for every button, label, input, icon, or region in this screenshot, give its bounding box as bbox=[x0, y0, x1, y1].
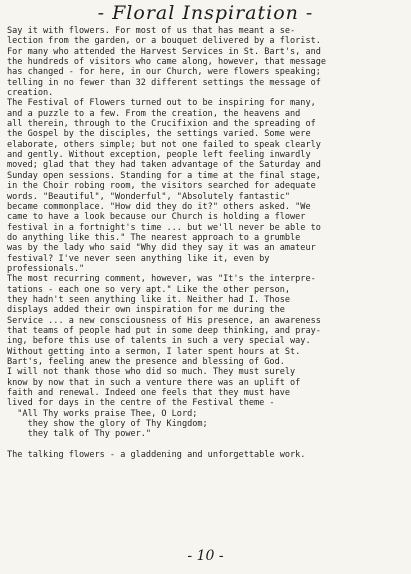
text-line: came to have a look because our Church is holding a flower bbox=[7, 212, 306, 223]
page-title: - Floral Inspiration - bbox=[97, 2, 314, 24]
text-line: all therein, through to the Crucifixion and the spreading of bbox=[7, 119, 316, 130]
text-line: they hadn't seen anything like it. Neither had I. Those bbox=[7, 294, 291, 305]
text-line: Sunday open sessions. Standing for a time at the final stage, bbox=[7, 170, 321, 181]
text-line: The talking flowers - a gladdening and unforgettable work. bbox=[7, 450, 306, 461]
text-line: I will not thank those who did so much. They must surely bbox=[7, 367, 296, 378]
text-line: "All Thy works praise Thee, O Lord; bbox=[7, 408, 198, 419]
text-line: do anything like this." The nearest approach to a grumble bbox=[7, 232, 301, 243]
text-line: moved; glad that they had taken advantage of the Saturday and bbox=[7, 160, 321, 171]
text-line: creation. bbox=[7, 88, 54, 99]
text-line: has changed - for here, in our Church, were flowers speaking; bbox=[7, 67, 321, 78]
text-line: The most recurring comment, however, was "It's the interpre- bbox=[7, 274, 316, 285]
text-line: became commonplace. "How did they do it?" others asked. "We bbox=[7, 201, 311, 212]
text-line: elaborate, others simple; but not one failed to speak clearly bbox=[7, 139, 321, 150]
text-line bbox=[7, 440, 405, 450]
text-line: and a puzzle to a few. From the creation, the heavens and bbox=[7, 108, 301, 119]
text-line: Bart's, feeling anew the presence and blessing of God. bbox=[7, 357, 285, 367]
text-line: faith and renewal. Indeed one feels that they must have bbox=[7, 388, 291, 399]
page-number: - 10 - bbox=[187, 548, 224, 564]
text-line: displays added their own inspiration for me during the bbox=[7, 305, 285, 316]
text-line: For many who attended the Harvest Services in St. Bart's, and bbox=[7, 46, 321, 57]
text-line: lived for days in the centre of the Festival theme - bbox=[7, 398, 275, 409]
text-line: festival in a fortnight's time ... but we'll never be able to bbox=[7, 222, 321, 233]
text-line: Service ... a new consciousness of His presence, an awareness bbox=[7, 315, 321, 326]
text-line: in the Choir robing room, the visitors searched for adequate bbox=[7, 181, 316, 192]
text-line: tations - each one so very apt." Like the other person, bbox=[7, 284, 291, 295]
text-line: The Festival of Flowers turned out to be inspiring for many, bbox=[7, 98, 316, 109]
text-line: ing, before this use of talents in such a very special way. bbox=[7, 336, 311, 347]
text-line: that teams of people had put in some deep thinking, and pray- bbox=[7, 325, 321, 336]
article-body bbox=[7, 26, 405, 460]
text-line: and gently. Without exception, people left feeling inwardly bbox=[7, 150, 311, 161]
text-line: they talk of Thy power." bbox=[7, 429, 152, 440]
text-line: lection from the garden, or a bouquet delivered by a florist. bbox=[7, 36, 321, 47]
text-line: the hundreds of visitors who came along, however, that message bbox=[7, 57, 327, 68]
text-line: was by the lady who said "Why did they say it was an amateur bbox=[7, 243, 316, 254]
text-line: festival? I've never seen anything like it, even by bbox=[7, 253, 270, 264]
text-line: Without getting into a sermon, I later spent hours at St. bbox=[7, 346, 301, 357]
text-line: words. "Beautiful", "Wonderful", "Absolutely fantastic" bbox=[7, 191, 291, 202]
text-line: know by now that in such a venture there was an uplift of bbox=[7, 377, 301, 388]
text-line: the Gospel by the disciples, the settings varied. Some were bbox=[7, 129, 311, 140]
text-line: telling in no fewer than 32 different settings the message of bbox=[7, 77, 321, 88]
text-line: professionals." bbox=[7, 263, 85, 274]
text-line: they show the glory of Thy Kingdom; bbox=[7, 419, 208, 430]
text-line: Say it with flowers. For most of us that has meant a se- bbox=[7, 26, 296, 36]
